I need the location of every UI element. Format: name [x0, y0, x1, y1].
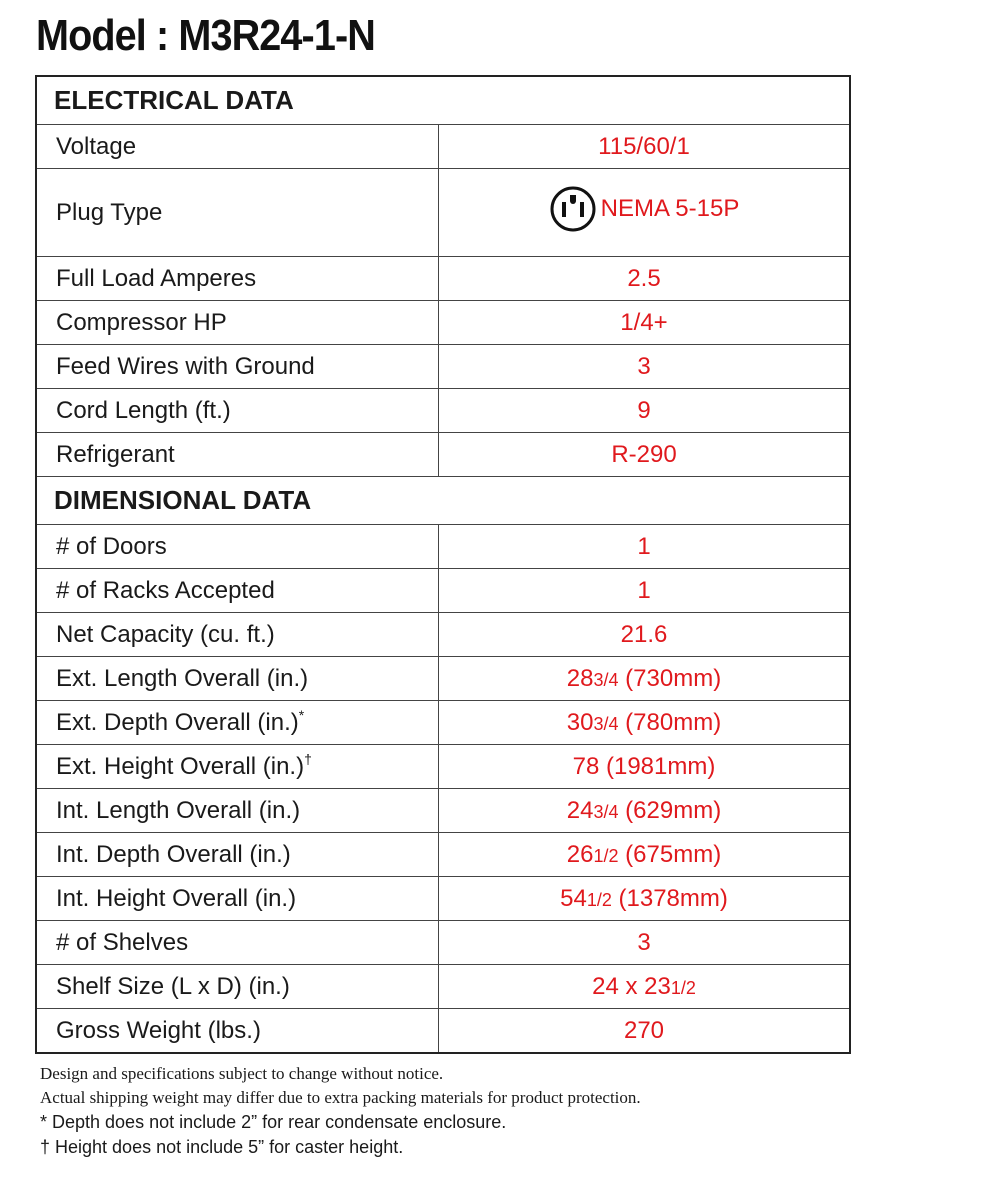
- capacity-value: 21.6: [439, 613, 851, 657]
- row-voltage: [36, 125, 850, 169]
- int-length-label: Int. Length Overall (in.): [36, 789, 439, 833]
- shelf-size-label: Shelf Size (L x D) (in.): [36, 965, 439, 1009]
- racks-label: # of Racks Accepted: [36, 569, 439, 613]
- footnote-mark-dagger: †: [304, 750, 312, 767]
- int-height-value: 541/2 (1378mm): [439, 877, 851, 921]
- row-feed-wires: [36, 345, 850, 389]
- note-height: † Height does not include 5” for caster height.: [40, 1137, 404, 1157]
- row-ext-depth: [36, 701, 850, 745]
- amps-label: Full Load Amperes: [36, 257, 439, 301]
- section-heading-dimensional: DIMENSIONAL DATA: [36, 477, 850, 525]
- ext-depth-label: Ext. Depth Overall (in.): [56, 708, 299, 736]
- shelves-label: # of Shelves: [36, 921, 439, 965]
- row-compressor-hp: [36, 301, 850, 345]
- int-depth-label: Int. Depth Overall (in.): [36, 833, 439, 877]
- row-cord-length: [36, 389, 850, 433]
- wires-value: 3: [439, 345, 851, 389]
- refrigerant-value: R-290: [439, 433, 851, 477]
- row-refrigerant: [36, 433, 850, 477]
- ext-height-label: Ext. Height Overall (in.): [56, 752, 305, 780]
- row-ext-height: [36, 745, 850, 789]
- int-length-value: 243/4 (629mm): [439, 789, 851, 833]
- refrigerant-label: Refrigerant: [36, 433, 439, 477]
- doors-value: 1: [439, 525, 851, 569]
- ext-height-value: 78 (1981mm): [439, 745, 851, 789]
- plug-type-value: NEMA 5-15P: [600, 195, 740, 222]
- row-gross-weight: [36, 1009, 850, 1054]
- footnotes: [40, 1062, 641, 1160]
- plug-type-cell: [439, 169, 851, 257]
- row-plug-type: [36, 169, 850, 257]
- nema-plug-icon: [549, 185, 597, 233]
- note-depth: * Depth does not include 2” for rear condensate enclosure.: [40, 1112, 507, 1132]
- row-doors: [36, 525, 850, 569]
- weight-label: Gross Weight (lbs.): [36, 1009, 439, 1054]
- row-int-length: [36, 789, 850, 833]
- voltage-value: 115/60/1: [439, 125, 851, 169]
- int-height-label: Int. Height Overall (in.): [36, 877, 439, 921]
- row-shelves: [36, 921, 850, 965]
- section-heading-electrical: ELECTRICAL DATA: [36, 76, 850, 125]
- hp-label: Compressor HP: [36, 301, 439, 345]
- note-change-notice: Design and specifications subject to change without notice.: [40, 1064, 444, 1083]
- capacity-label: Net Capacity (cu. ft.): [36, 613, 439, 657]
- row-int-height: [36, 877, 850, 921]
- cord-label: Cord Length (ft.): [36, 389, 439, 433]
- hp-value: 1/4+: [439, 301, 851, 345]
- model-title: Model : M3R24-1-N: [36, 11, 375, 60]
- footnote-mark-asterisk: *: [298, 706, 305, 723]
- row-ext-length: [36, 657, 850, 701]
- spec-table: [35, 75, 851, 1054]
- int-depth-value: 261/2 (675mm): [439, 833, 851, 877]
- shelves-value: 3: [439, 921, 851, 965]
- racks-value: 1: [439, 569, 851, 613]
- plug-type-label: Plug Type: [36, 169, 439, 257]
- ext-depth-value: 303/4 (780mm): [439, 701, 851, 745]
- note-shipping-weight: Actual shipping weight may differ due to extra packing materials for product protection.: [40, 1088, 641, 1107]
- ext-height-label-cell: [36, 745, 439, 789]
- row-shelf-size: [36, 965, 850, 1009]
- row-int-depth: [36, 833, 850, 877]
- row-full-load-amperes: [36, 257, 850, 301]
- ext-length-label: Ext. Length Overall (in.): [36, 657, 439, 701]
- amps-value: 2.5: [439, 257, 851, 301]
- section-electrical: [36, 76, 850, 125]
- voltage-label: Voltage: [36, 125, 439, 169]
- shelf-size-value: 24 x 231/2: [439, 965, 851, 1009]
- cord-value: 9: [439, 389, 851, 433]
- wires-label: Feed Wires with Ground: [36, 345, 439, 389]
- ext-length-value: 283/4 (730mm): [439, 657, 851, 701]
- row-racks: [36, 569, 850, 613]
- doors-label: # of Doors: [36, 525, 439, 569]
- row-net-capacity: [36, 613, 850, 657]
- weight-value: 270: [439, 1009, 851, 1054]
- section-dimensional: [36, 477, 850, 525]
- ext-depth-label-cell: [36, 701, 439, 745]
